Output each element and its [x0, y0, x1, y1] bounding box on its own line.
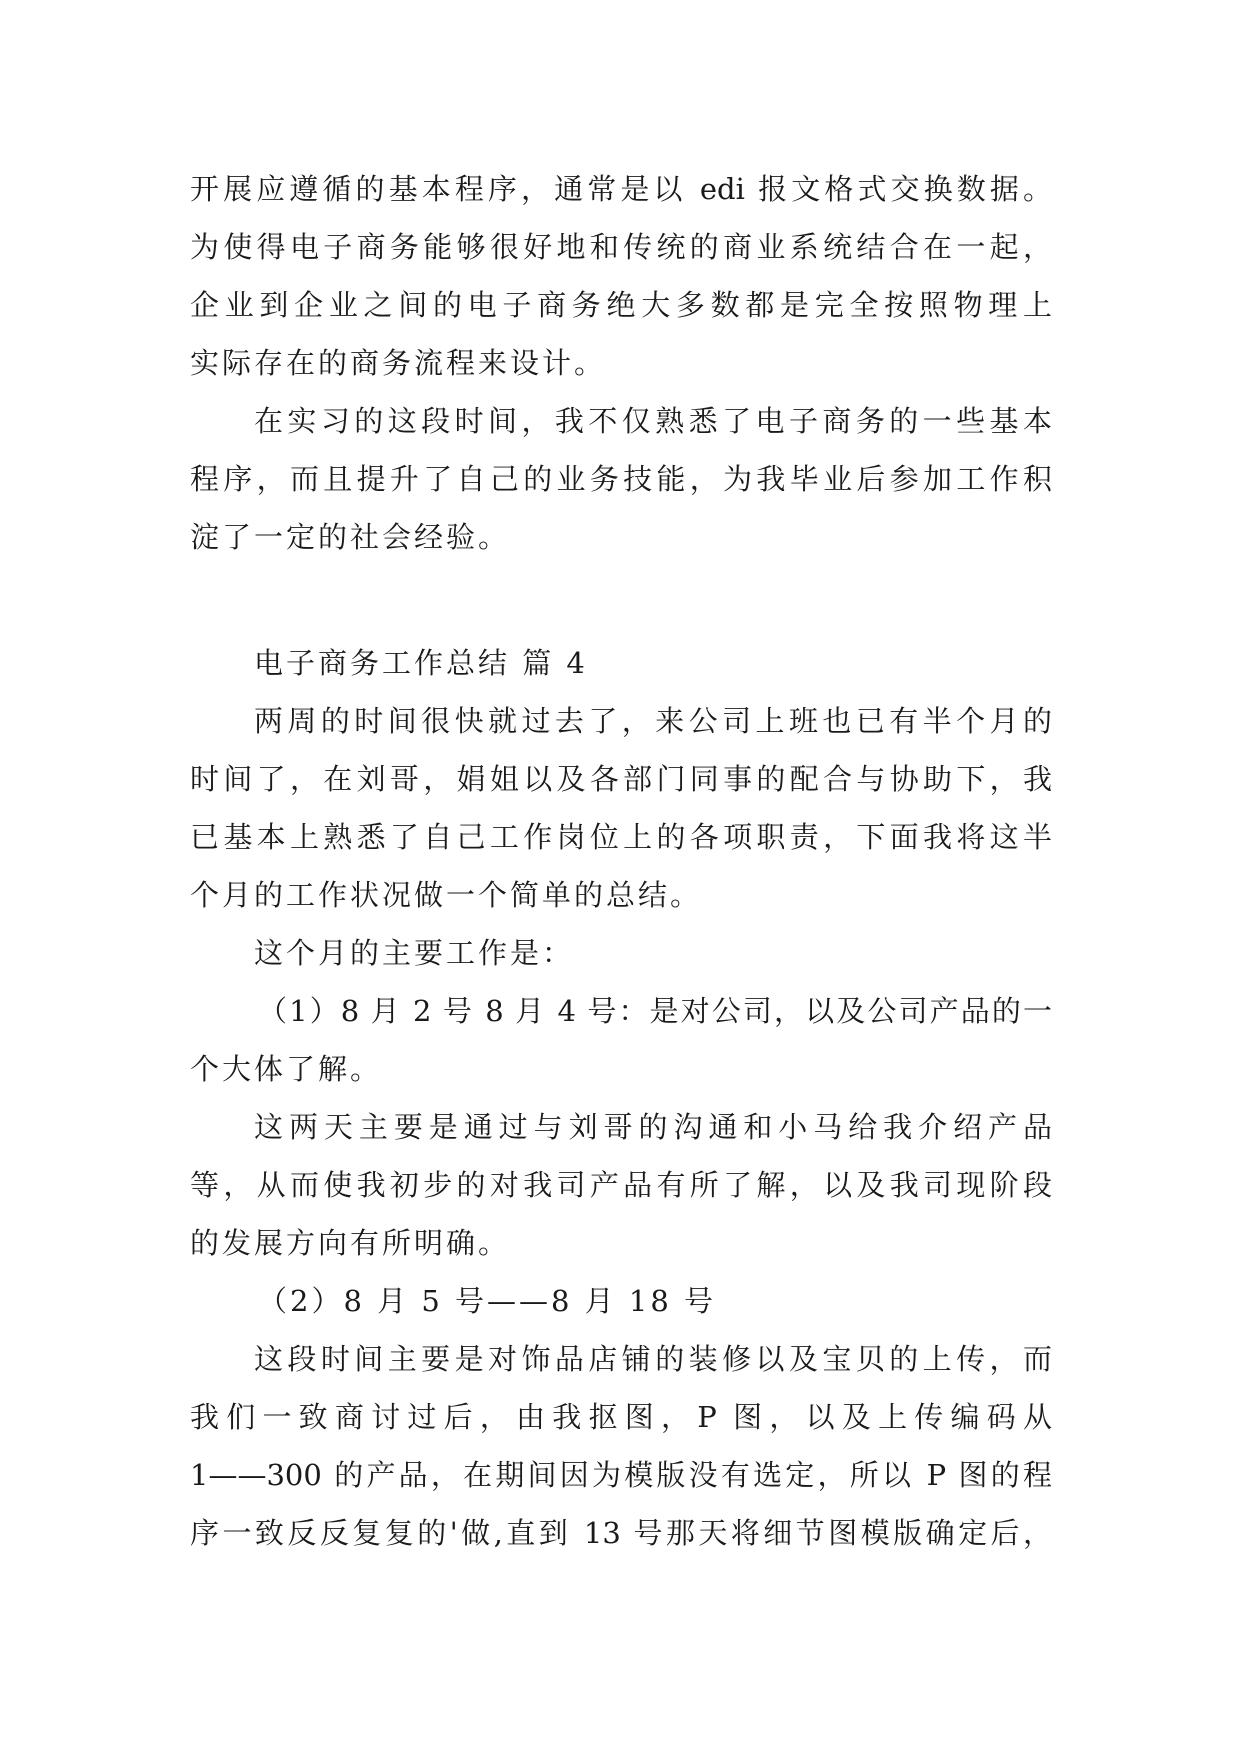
paragraph-line: 已基本上熟悉了自己工作岗位上的各项职责，下面我将这半 [190, 820, 1052, 854]
paragraph-line: 淀了一定的社会经验。 [190, 520, 511, 554]
paragraph-line: 程序，而且提升了自己的业务技能，为我毕业后参加工作积 [190, 462, 1052, 496]
section-spacer [190, 566, 1052, 634]
paragraph-line: 的发展方向有所明确。 [190, 1226, 511, 1260]
paragraph-line: 为使得电子商务能够很好地和传统的商业系统结合在一起， [190, 230, 1052, 264]
paragraph-line: 在实习的这段时间，我不仅熟悉了电子商务的一些基本 [254, 404, 1052, 438]
document-body [190, 160, 1052, 1562]
paragraph-line: 两周的时间很快就过去了，来公司上班也已有半个月的 [254, 704, 1052, 738]
list-item-line: （2）8 月 5 号——8 月 18 号 [258, 1284, 717, 1318]
paragraph-line: 实际存在的商务流程来设计。 [190, 346, 607, 380]
paragraph-line: 时间了，在刘哥，娟姐以及各部门同事的配合与协助下，我 [190, 762, 1052, 796]
paragraph-line: 我们一致商讨过后，由我抠图，P 图，以及上传编码从 [190, 1400, 1052, 1434]
list-item-line: （1）8 月 2 号 8 月 4 号：是对公司，以及公司产品的一 [258, 994, 1052, 1028]
paragraph-line: 这个月的主要工作是： [254, 936, 575, 970]
paragraph-line: 开展应遵循的基本程序，通常是以 edi 报文格式交换数据。 [190, 172, 1052, 206]
paragraph-line: 个大体了解。 [190, 1052, 383, 1086]
paragraph-line: 这两天主要是通过与刘哥的沟通和小马给我介绍产品 [254, 1110, 1052, 1144]
paragraph-line: 这段时间主要是对饰品店铺的装修以及宝贝的上传，而 [254, 1342, 1052, 1376]
paragraph-line: 个月的工作状况做一个简单的总结。 [190, 878, 703, 912]
paragraph-line: 序一致反反复复的'做,直到 13 号那天将细节图模版确定后， [190, 1516, 1052, 1550]
paragraph-line: 等，从而使我初步的对我司产品有所了解，以及我司现阶段 [190, 1168, 1052, 1202]
paragraph-line: 企业到企业之间的电子商务绝大多数都是完全按照物理上 [190, 288, 1052, 322]
section-heading: 电子商务工作总结 篇 4 [254, 646, 588, 680]
paragraph-line: 1——300 的产品，在期间因为模版没有选定，所以 P 图的程 [190, 1458, 1052, 1492]
